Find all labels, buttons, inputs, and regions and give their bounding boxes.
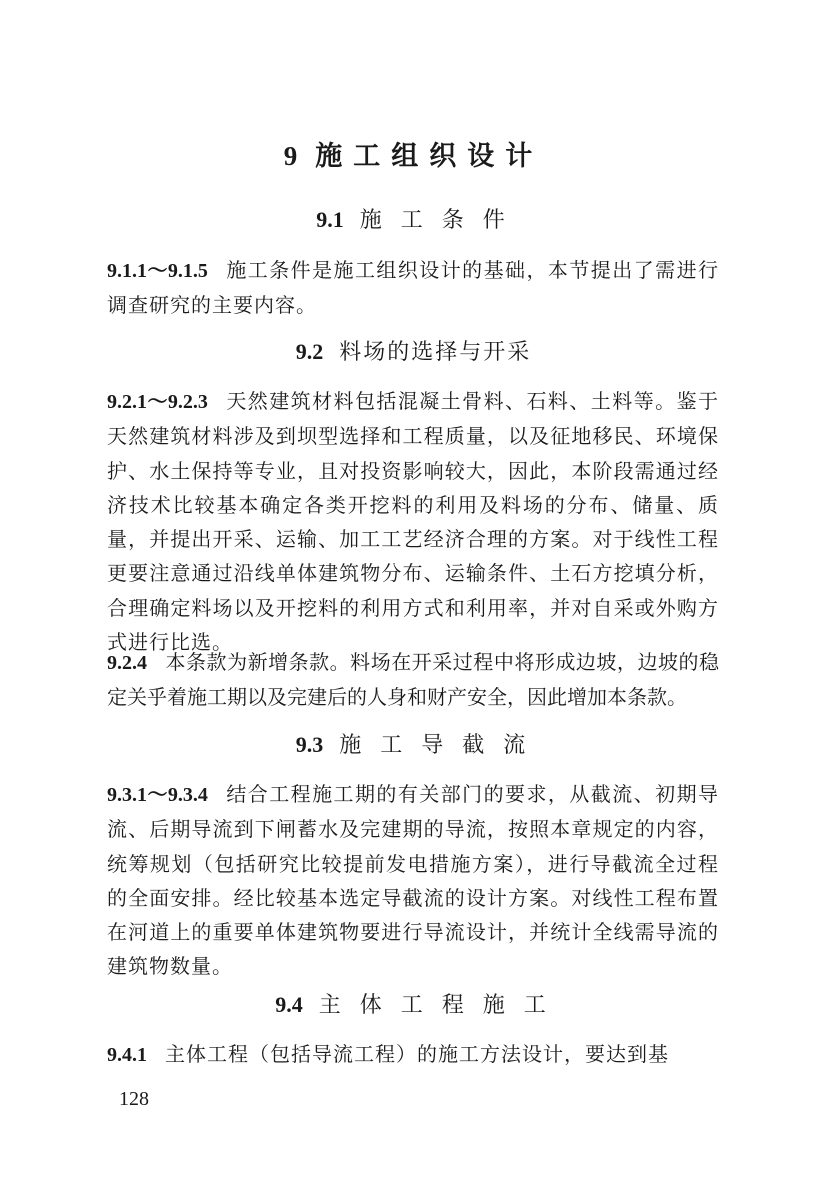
chapter-number: 9 [283,141,298,171]
clause-paragraph [107,384,719,659]
clause-number: 9.2.4 [107,652,147,674]
section-title-text: 料场的选择与开采 [339,340,532,365]
clause-number: 9.4.1 [107,1044,147,1066]
section-heading-9-4 [0,988,827,1023]
section-title-text: 施 工 导 截 流 [339,733,532,758]
clause-text: 结合工程施工期的有关部门的要求，从截流、初期导流、后期导流到下闸蓄水及完建期的导流，按照本章规定的内容，统筹规划（包括研究比较提前发电措施方案），进行导截流全过程的全面安排。经比较基本选定导截流的设计方案。对线性工程布置在河道上的重要单体建筑物要进行导流设计，并统计全线需导流的建筑物数量。 [107,782,720,979]
section-number: 9.2 [295,339,324,364]
section-number: 9.4 [275,992,303,1017]
chapter-title [0,136,827,177]
section-number: 9.1 [316,207,344,232]
chapter-title-text: 施工组织设计 [315,141,544,172]
clause-text: 主体工程（包括导流工程）的施工方法设计，要达到基 [165,1042,669,1066]
clause-paragraph [107,1037,719,1072]
clause-number: 9.2.1～9.2.3 [107,391,208,413]
clause-number: 9.1.1～9.1.5 [107,260,208,282]
clause-text: 施工条件是施工组织设计的基础，本节提出了需进行调查研究的主要内容。 [107,258,720,318]
clause-paragraph [107,253,719,323]
clause-text: 本条款为新增条款。料场在开采过程中将形成边坡，边坡的稳定关乎着施工期以及完建后的人身和财产安全，因此增加本条款。 [107,650,719,710]
section-title-text: 施 工 条 件 [359,208,511,233]
section-heading-9-2 [0,335,827,370]
page-number: 128 [119,1088,149,1110]
section-title-text: 主 体 工 程 施 工 [318,993,552,1018]
clause-number: 9.3.1～9.3.4 [107,784,208,806]
section-number: 9.3 [295,732,324,757]
section-heading-9-3 [0,728,827,763]
clause-paragraph [107,777,719,984]
clause-paragraph [107,645,719,715]
section-heading-9-1 [0,203,827,238]
clause-text: 天然建筑材料包括混凝土骨料、石料、土料等。鉴于天然建筑材料涉及到坝型选择和工程质量，以及征地移民、环境保护、水土保持等专业，且对投资影响较大，因此，本阶段需通过经济技术比较基本确定各类开挖料的利用及料场的分布、储量、质量，并提出开采、运输、加工工艺经济合理的方案。对于线性工程更要注意通过沿线单体建筑物分布、运输条件、土石方挖填分析，合理确定料场以及开挖料的利用方式和利用率，并对自采或外购方式进行比选。 [107,389,720,655]
